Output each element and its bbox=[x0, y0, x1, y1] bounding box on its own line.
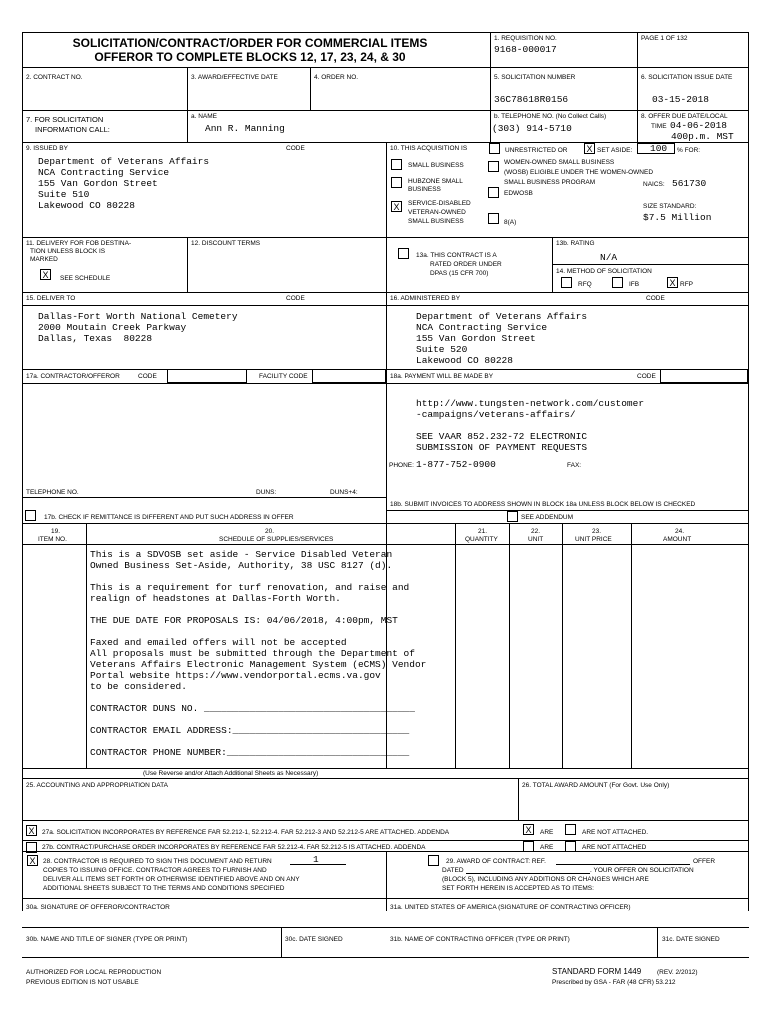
set-aside-percent-field[interactable] bbox=[637, 143, 675, 154]
address-line: Lakewood CO 80228 bbox=[416, 355, 513, 366]
accounting-label: 25. ACCOUNTING AND APPROPRIATION DATA bbox=[26, 782, 168, 789]
payment-code-field[interactable] bbox=[660, 369, 748, 383]
rating-value: N/A bbox=[600, 252, 618, 263]
schedule-line: CONTRACTOR PHONE NUMBER:________________________________ bbox=[90, 747, 410, 758]
hubzone-label: HUBZONE SMALL bbox=[408, 178, 463, 185]
name-label: a. NAME bbox=[191, 113, 218, 120]
set-aside-percent: 100 bbox=[650, 143, 668, 154]
signer-name-label: 30b. NAME AND TITLE OF SIGNER (TYPE OR PRINT) bbox=[26, 936, 188, 943]
administered-code-label: CODE bbox=[646, 295, 665, 302]
form-title-line2: OFFEROR TO COMPLETE BLOCKS 12, 17, 23, 24, & 30 bbox=[94, 50, 406, 64]
clause-29-label: (BLOCK 5), INCLUDING ANY ADDITIONS OR CHANGES WHICH ARE bbox=[442, 876, 649, 883]
rated-order-label: RATED ORDER UNDER bbox=[430, 261, 502, 268]
offer-label: OFFER bbox=[693, 858, 716, 865]
clause-27b-are-not-checkbox[interactable] bbox=[565, 841, 576, 852]
are-not-label: ARE NOT ATTACHED. bbox=[582, 829, 649, 836]
offer-ref-underline bbox=[556, 864, 690, 865]
payment-phone: 1-877-752-0900 bbox=[416, 459, 496, 470]
ifb-label: IFB bbox=[629, 281, 640, 288]
schedule-line: All proposals must be submitted through the Department of bbox=[90, 648, 415, 659]
phone-label: PHONE: bbox=[389, 462, 414, 469]
edwosb-checkbox[interactable] bbox=[488, 187, 499, 198]
naics-code: 561730 bbox=[672, 178, 707, 189]
contractor-code-label: CODE bbox=[138, 373, 157, 380]
clause-29-label: 29. AWARD OF CONTRACT: REF. bbox=[446, 858, 546, 865]
size-standard-label: SIZE STANDARD: bbox=[643, 203, 697, 210]
wosb-label: (WOSB) ELIGIBLE UNDER THE WOMEN-OWNED bbox=[504, 169, 654, 176]
form-number: STANDARD FORM 1449 bbox=[552, 967, 642, 976]
award-date-label: 3. AWARD/EFFECTIVE DATE bbox=[191, 74, 278, 81]
rfq-checkbox[interactable] bbox=[561, 277, 572, 288]
schedule-line: Owned Business Set-Aside, Authority, 38 USC 8127 (d). bbox=[90, 560, 393, 571]
rfp-label: RFP bbox=[680, 281, 693, 288]
address-line: Dallas-Fort Worth National Cemetery bbox=[38, 311, 238, 322]
col-header: QUANTITY bbox=[465, 536, 498, 543]
ifb-checkbox[interactable] bbox=[612, 277, 623, 288]
clause-29-label: . YOUR OFFER ON SOLICITATION bbox=[590, 867, 694, 874]
col-header: 20. bbox=[265, 528, 275, 535]
contact-name[interactable]: Ann R. Manning bbox=[205, 123, 285, 134]
administered-by-label: 16. ADMINISTERED BY bbox=[390, 295, 461, 302]
offeror-signature-field[interactable] bbox=[23, 912, 385, 926]
payment-url[interactable]: http://www.tungsten-network.com/customer bbox=[416, 398, 645, 409]
clause-27a-checkbox[interactable]: X bbox=[26, 825, 37, 836]
address-line: NCA Contracting Service bbox=[416, 322, 548, 333]
sdvosb-checkbox[interactable]: X bbox=[391, 201, 402, 212]
schedule-line: Veterans Affairs Electronic Management System (eCMS) Vendor bbox=[90, 659, 427, 670]
vaar-note: SEE VAAR 852.232-72 ELECTRONIC bbox=[416, 431, 588, 442]
small-business-label: SMALL BUSINESS bbox=[408, 162, 464, 169]
schedule-line: realign of headstones at Dallas-Forth Worth. bbox=[90, 593, 341, 604]
rated-order-label: DPAS (15 CFR 700) bbox=[430, 270, 489, 277]
payment-code-label: CODE bbox=[637, 373, 656, 380]
clause-27a-label: 27a. SOLICITATION INCORPORATES BY REFERENCE FAR 52.212-1, 52.212-4. FAR 52.212-3 AND 52.212-5 ARE ATTACHED. ADDENDA bbox=[42, 829, 450, 836]
date-signed-30c-label: 30c. DATE SIGNED bbox=[285, 936, 343, 943]
schedule-line: This is a SDVOSB set aside - Service Disabled Veteran bbox=[90, 549, 393, 560]
see-schedule-label: SEE SCHEDULE bbox=[60, 275, 111, 282]
issue-date-label: 6. SOLICITATION ISSUE DATE bbox=[641, 74, 733, 81]
rfp-checkbox[interactable]: X bbox=[667, 277, 678, 288]
set-aside-checkbox[interactable]: X bbox=[584, 143, 595, 154]
offer-due-label: 8. OFFER DUE DATE/LOCAL bbox=[641, 113, 728, 120]
schedule-line: Portal website https://www.vendorportal.ecms.va.gov bbox=[90, 670, 381, 681]
clause-28-checkbox[interactable]: X bbox=[27, 855, 38, 866]
clause-28-label: COPIES TO ISSUING OFFICE. CONTRACTOR AGREES TO FURNISH AND bbox=[43, 867, 267, 874]
delivery-label: TION UNLESS BLOCK IS bbox=[30, 248, 106, 255]
are-not-label: ARE NOT ATTACHED bbox=[582, 844, 647, 851]
duns4-label: DUNS+4: bbox=[330, 489, 358, 496]
facility-code-label: FACILITY CODE bbox=[259, 373, 308, 380]
clause-27b-are-checkbox[interactable] bbox=[523, 841, 534, 852]
schedule-line: This is a requirement for turf renovation, and raise and bbox=[90, 582, 410, 593]
requisition-number[interactable]: 9168-000017 bbox=[494, 44, 557, 55]
see-addendum-label: SEE ADDENDUM bbox=[521, 514, 574, 521]
clause-28-label: 28. CONTRACTOR IS REQUIRED TO SIGN THIS DOCUMENT AND RETURN bbox=[43, 858, 272, 865]
address-line: 155 Van Gordon Street bbox=[416, 333, 536, 344]
copies-count[interactable]: 1 bbox=[313, 854, 319, 865]
duns-label: DUNS: bbox=[256, 489, 277, 496]
contact-phone[interactable]: (303) 914-5710 bbox=[492, 123, 572, 134]
unrestricted-label: UNRESTRICTED OR bbox=[505, 147, 568, 154]
clause-28-label: DELIVER ALL ITEMS SET FORTH OR OTHERWISE IDENTIFIED ABOVE AND ON ANY bbox=[43, 876, 300, 883]
vaar-note: SUBMISSION OF PAYMENT REQUESTS bbox=[416, 442, 588, 453]
discount-terms-label: 12. DISCOUNT TERMS bbox=[191, 240, 261, 247]
contractor-code-field[interactable] bbox=[167, 369, 247, 383]
date-signed-31c-label: 31c. DATE SIGNED bbox=[662, 936, 720, 943]
payment-label: 18a. PAYMENT WILL BE MADE BY bbox=[390, 373, 494, 380]
address-line: Department of Veterans Affairs bbox=[416, 311, 588, 322]
col-header: 22. bbox=[531, 528, 541, 535]
wosb-label: SMALL BUSINESS PROGRAM bbox=[504, 179, 596, 186]
remittance-label: 17b. CHECK IF REMITTANCE IS DIFFERENT AND PUT SUCH ADDRESS IN OFFER bbox=[44, 514, 294, 521]
issued-by-label: 9. ISSUED BY bbox=[26, 145, 68, 152]
are-label: ARE bbox=[540, 829, 554, 836]
rfq-label: RFQ bbox=[578, 281, 592, 288]
clause-29-checkbox[interactable] bbox=[428, 855, 439, 866]
eight-a-label: 8(A) bbox=[504, 219, 517, 226]
are-label: ARE bbox=[540, 844, 554, 851]
delivery-label: 11. DELIVERY FOR FOB DESTINA- bbox=[26, 240, 132, 247]
col-header: SCHEDULE OF SUPPLIES/SERVICES bbox=[219, 536, 334, 543]
rated-order-checkbox[interactable] bbox=[398, 248, 409, 259]
info-call-label-2: INFORMATION CALL: bbox=[35, 125, 110, 134]
solicitation-number[interactable]: 36C78618R0156 bbox=[494, 94, 569, 105]
clause-28-label: ADDITIONAL SHEETS SUBJECT TO THE TERMS AND CONDITIONS SPECIFIED bbox=[43, 885, 285, 892]
wosb-checkbox[interactable] bbox=[488, 161, 499, 172]
submit-invoices-label: 18b. SUBMIT INVOICES TO ADDRESS SHOWN IN BLOCK 18a UNLESS BLOCK BELOW IS CHECKED bbox=[390, 501, 696, 508]
acquisition-label: 10. THIS ACQUISITION IS bbox=[390, 145, 468, 152]
address-line: Lakewood CO 80228 bbox=[38, 200, 135, 211]
rating-label: 13b. RATING bbox=[556, 240, 595, 247]
facility-code-field[interactable] bbox=[312, 369, 386, 383]
percent-for-label: % FOR: bbox=[677, 147, 701, 154]
naics-label: NAICS: bbox=[643, 181, 665, 188]
clause-27b-checkbox[interactable] bbox=[26, 842, 37, 853]
col-header: 21. bbox=[478, 528, 488, 535]
address-line: 2000 Moutain Creek Parkway bbox=[38, 322, 187, 333]
footer-prev: PREVIOUS EDITION IS NOT USABLE bbox=[26, 979, 139, 986]
col-header: 23. bbox=[592, 528, 602, 535]
time-label: TIME bbox=[651, 123, 667, 130]
address-line: 155 Van Gordon Street bbox=[38, 178, 158, 189]
contractor-telephone-label: TELEPHONE NO. bbox=[26, 489, 79, 496]
reverse-note: (Use Reverse and/or Attach Additional Sheets as Necessary) bbox=[143, 770, 319, 777]
fax-label: FAX: bbox=[567, 462, 582, 469]
sdvosb-label: SERVICE-DISABLED bbox=[408, 200, 471, 207]
hubzone-label: BUSINESS bbox=[408, 186, 441, 193]
clause-27a-are-checkbox[interactable]: X bbox=[523, 824, 534, 835]
wosb-label: WOMEN-OWNED SMALL BUSINESS bbox=[504, 159, 615, 166]
hubzone-checkbox[interactable] bbox=[391, 177, 402, 188]
col-header: ITEM NO. bbox=[38, 536, 67, 543]
rated-order-label: 13a. THIS CONTRACT IS A bbox=[416, 252, 497, 259]
deliver-to-label: 15. DELIVER TO bbox=[26, 295, 76, 302]
telephone-label: b. TELEPHONE NO. (No Collect Calls) bbox=[494, 113, 607, 120]
delivery-label: MARKED bbox=[30, 256, 58, 263]
col-header: 19. bbox=[51, 528, 61, 535]
offer-due-time[interactable]: 400p.m. MST bbox=[671, 131, 734, 142]
footer-auth: AUTHORIZED FOR LOCAL REPRODUCTION bbox=[26, 969, 162, 976]
address-line: NCA Contracting Service bbox=[38, 167, 170, 178]
col-header: 24. bbox=[675, 528, 685, 535]
col-header: UNIT bbox=[528, 536, 544, 543]
schedule-line: CONTRACTOR DUNS NO. _____________________________________ bbox=[90, 703, 415, 714]
signature-30a-label: 30a. SIGNATURE OF OFFEROR/CONTRACTOR bbox=[26, 904, 170, 911]
dated-underline bbox=[466, 873, 590, 874]
sdvosb-label: SMALL BUSINESS bbox=[408, 218, 464, 225]
deliver-to-code-label: CODE bbox=[286, 295, 305, 302]
contract-no-label: 2. CONTRACT NO. bbox=[26, 74, 83, 81]
size-standard: $7.5 Million bbox=[643, 212, 712, 223]
address-line: Dallas, Texas 80228 bbox=[38, 333, 153, 344]
schedule-line: Faxed and emailed offers will not be accepted bbox=[90, 637, 347, 648]
offer-due-date[interactable]: 04-06-2018 bbox=[670, 120, 728, 131]
schedule-line: CONTRACTOR EMAIL ADDRESS:_______________________________ bbox=[90, 725, 410, 736]
officer-signature-field[interactable] bbox=[387, 912, 747, 926]
address-line: Department of Veterans Affairs bbox=[38, 156, 210, 167]
see-schedule-checkbox[interactable]: X bbox=[40, 269, 51, 280]
col-header: AMOUNT bbox=[663, 536, 692, 543]
issue-date[interactable]: 03-15-2018 bbox=[652, 94, 710, 105]
remittance-checkbox[interactable] bbox=[25, 510, 36, 521]
order-no-label: 4. ORDER NO. bbox=[314, 74, 359, 81]
address-line: Suite 510 bbox=[38, 189, 90, 200]
form-revision: (REV. 2/2012) bbox=[657, 969, 698, 976]
small-business-checkbox[interactable] bbox=[391, 159, 402, 170]
issued-by-code-label: CODE bbox=[286, 145, 305, 152]
sdvosb-label: VETERAN-OWNED bbox=[408, 209, 466, 216]
col-header: UNIT PRICE bbox=[575, 536, 612, 543]
officer-name-label: 31b. NAME OF CONTRACTING OFFICER (TYPE OR PRINT) bbox=[390, 936, 570, 943]
schedule-line: to be considered. bbox=[90, 681, 187, 692]
prescribed-by: Prescribed by GSA - FAR (48 CFR) 53.212 bbox=[552, 979, 676, 986]
solicitation-number-label: 5. SOLICITATION NUMBER bbox=[494, 74, 576, 81]
clause-29-label: SET FORTH HEREIN IS ACCEPTED AS TO ITEMS: bbox=[442, 885, 594, 892]
clause-27a-are-not-checkbox[interactable] bbox=[565, 824, 576, 835]
schedule-line: THE DUE DATE FOR PROPOSALS IS: 04/06/2018, 4:00pm, MST bbox=[90, 615, 398, 626]
see-addendum-checkbox[interactable] bbox=[507, 511, 518, 522]
requisition-label: 1. REQUISITION NO. bbox=[494, 35, 557, 42]
info-call-label-1: 7. FOR SOLICITATION bbox=[26, 115, 104, 124]
clause-27b-label: 27b. CONTRACT/PURCHASE ORDER INCORPORATES BY REFERENCE FAR 52.212-4. FAR 52.212-5 IS ATTACHED. ADDENDA bbox=[42, 844, 426, 851]
page-label: PAGE 1 OF 132 bbox=[641, 35, 688, 42]
unrestricted-checkbox[interactable] bbox=[489, 143, 500, 154]
method-label: 14. METHOD OF SOLICITATION bbox=[556, 268, 652, 275]
payment-url[interactable]: -campaigns/veterans-affairs/ bbox=[416, 409, 576, 420]
form-title-line1: SOLICITATION/CONTRACT/ORDER FOR COMMERCIAL ITEMS bbox=[72, 36, 428, 50]
set-aside-label: SET ASIDE: bbox=[597, 147, 633, 154]
eight-a-checkbox[interactable] bbox=[488, 213, 499, 224]
contractor-label: 17a. CONTRACTOR/OFFEROR bbox=[26, 373, 120, 380]
address-line: Suite 520 bbox=[416, 344, 468, 355]
dated-label: DATED bbox=[442, 867, 464, 874]
signature-31a-label: 31a. UNITED STATES OF AMERICA (SIGNATURE OF CONTRACTING OFFICER) bbox=[390, 904, 631, 911]
edwosb-label: EDWOSB bbox=[504, 190, 533, 197]
total-award-label: 26. TOTAL AWARD AMOUNT (For Govt. Use Only) bbox=[522, 782, 670, 789]
